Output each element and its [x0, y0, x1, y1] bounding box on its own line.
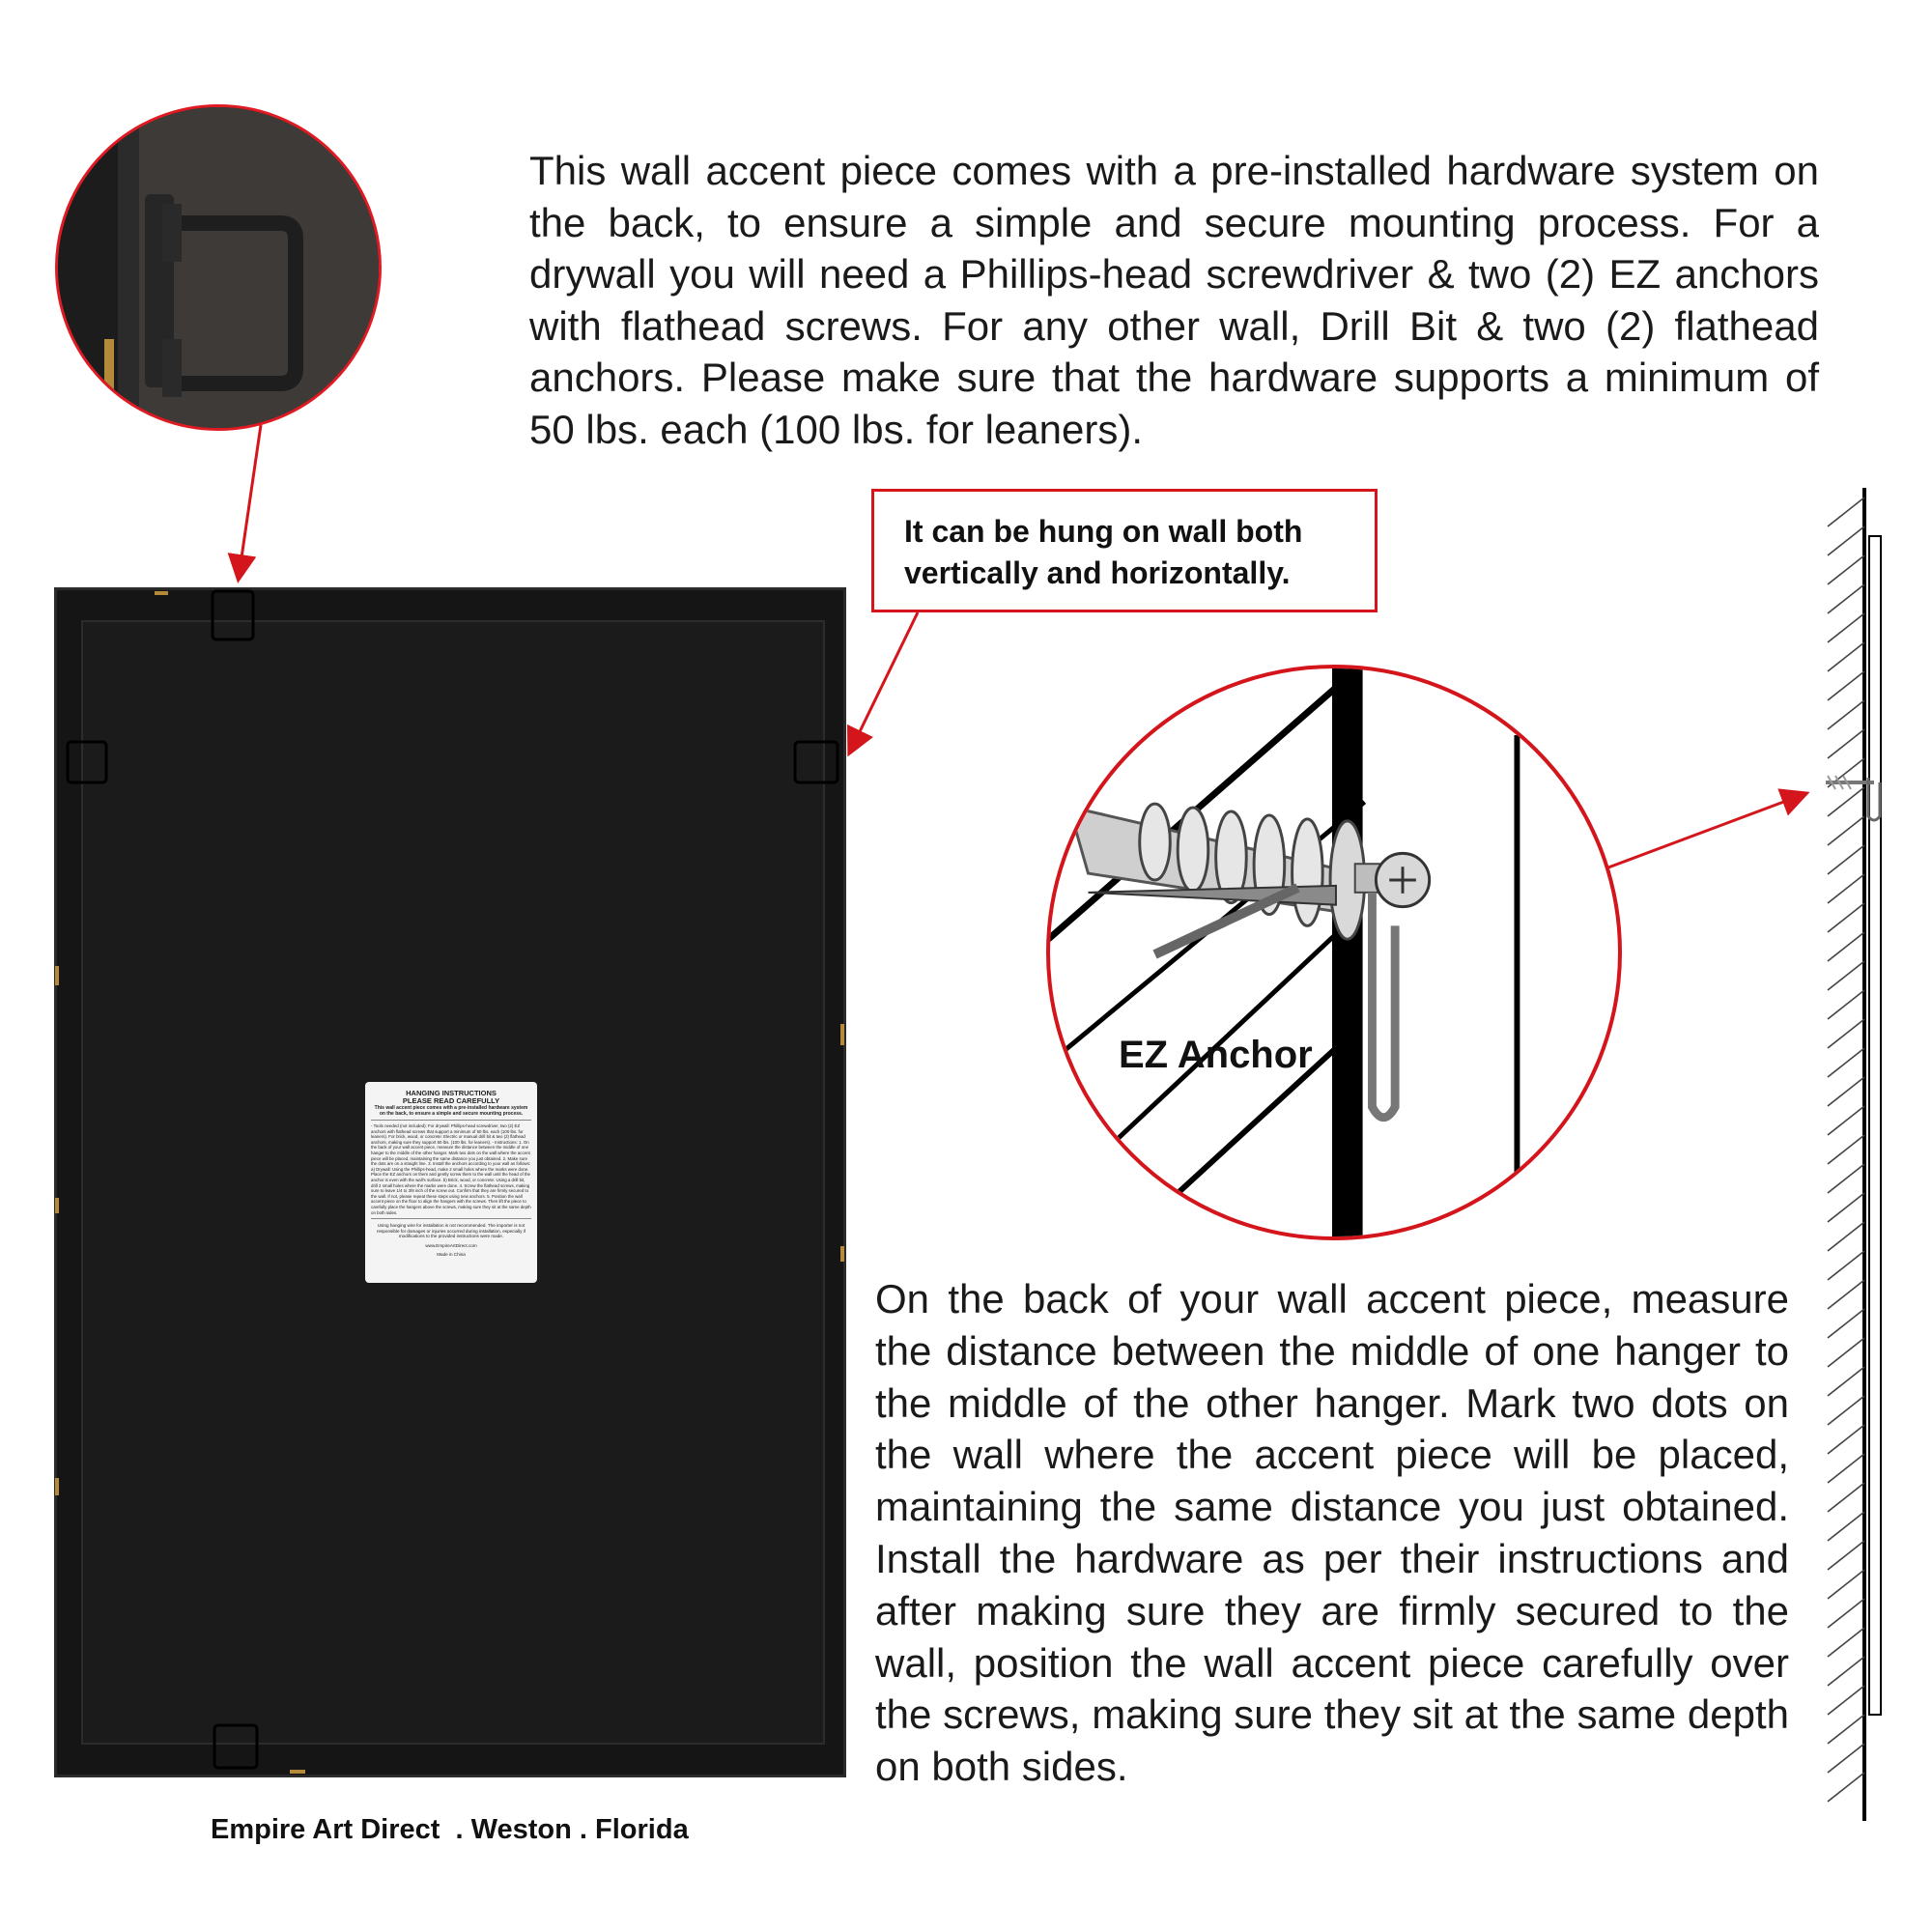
sticker-website: www.EmpireArtDirect.com	[425, 1242, 477, 1248]
frame-profile	[1869, 536, 1881, 1715]
hanger-detail-image	[58, 107, 379, 428]
sticker-title-1: HANGING INSTRUCTIONS	[406, 1089, 497, 1097]
arrow-to-top-hanger	[239, 425, 261, 578]
sticker-title-2: PLEASE READ CAREFULLY	[402, 1096, 500, 1105]
sticker-body: - Tools needed (not included): For drywall: Phillips-head screwdriver, two (2) EZ anchors with flathead screws that support a minimum of 50 lbs. each (100 lbs. for leaners). For brick, wood, or concrete: Electric or manual drill bit & two (2) flathead anchors, making sure they support 50 lbs. (100 lbs. for leaners). - Instructions: 1. On the back of your wall accent piece, measure the distance between the middle of one hanger to the middle of the other hanger. Mark two dots on the wall where the accent piece will be placed, maintaining the same distance you just obtained. 2. Make sure the dots are on a straight line. 3. Install the anchors according to your wall as follows: a) Drywall: Using the Phillips-head, make 2 small holes where the marks were done. Place the EZ anchors on them and gently screw them to the wall until the head of the anchor is even with the wall's surface. b) Brick, wood, or concrete: Using a drill bit, drill 2 small holes where the marks were done. 4. Screw the flathead screws, making sure to leave 1/4 to 3/8 inch of the screw out. Confirm that they are firmly secured to the wall. If not, please repeat these steps using new anchors. 5. Position the wall accent piece on the floor to align the hangers with the screws. Then lift the piece to carefully place the hangers above the screws, making sure they sit at the same depth on both sides.	[371, 1123, 531, 1215]
ez-anchor-illustration	[1050, 668, 1618, 1236]
hanging-instructions-sticker	[365, 1082, 537, 1283]
sticker-subtitle: This wall accent piece comes with a pre-installed hardware system on the back, to ensure a simple and secure mounting process.	[374, 1105, 528, 1117]
ez-anchor-label: EZ Anchor	[1119, 1034, 1313, 1076]
anchor-detail-zoom	[1046, 665, 1622, 1240]
company-footer: Empire Art Direct . Weston . Florida	[211, 1814, 689, 1845]
mounting-instructions-paragraph: On the back of your wall accent piece, measure the distance between the middle of one hanger to the middle of the other hanger. Mark two dots on the wall where the accent piece will be placed, maintaining the same distance you just obtained. Install the hardware as per their instructions and after making sure they are firmly secured to the wall, position the wall accent piece carefully over the screws, making sure they sit at the same depth on both sides.	[875, 1276, 1789, 1790]
callout-line-1: It can be hung on wall both	[904, 514, 1303, 549]
wall-hatching	[1828, 497, 1864, 1802]
sticker-warning: Using hanging wire for installation is not recommended. The importer is not responsible for damages or injuries occurred during installation, especially if modifications to the provided instructions were made.	[377, 1223, 526, 1239]
sticker-origin: Made in China	[437, 1252, 466, 1258]
arrow-to-side-hanger	[850, 612, 918, 752]
orientation-callout	[871, 489, 1378, 612]
wall-side-diagram	[1768, 488, 1884, 1821]
sticker-divider-2	[371, 1218, 531, 1219]
sticker-divider	[371, 1120, 531, 1121]
intro-paragraph: This wall accent piece comes with a pre-installed hardware system on the back, to ensure a simple and secure mounting process. For a drywall you will need a Phillips-head screwdriver & two (2) EZ anchors with flathead screws. For any other wall, Drill Bit & two (2) flathead anchors. Please make sure that the hardware supports a minimum of 50 lbs. each (100 lbs. for leaners).	[529, 148, 1819, 452]
hanger-detail-zoom	[55, 104, 382, 431]
callout-line-2: vertically and horizontally.	[904, 555, 1291, 590]
